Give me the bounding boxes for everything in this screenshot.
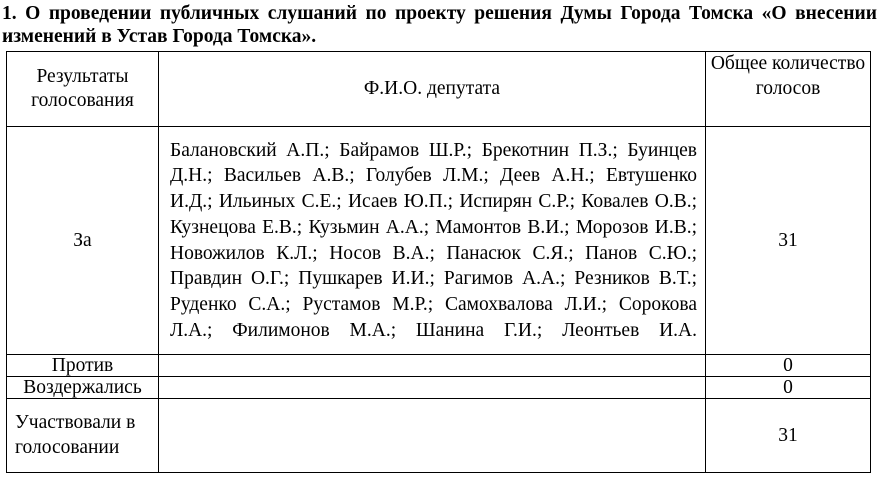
header-total-votes: Общее количество голосов: [706, 52, 871, 127]
table-row-against: [7, 355, 871, 377]
result-label-against: Против: [7, 355, 159, 377]
table-row-for: [7, 127, 871, 355]
table-row-abstained: [7, 377, 871, 399]
count-abstained: 0: [706, 377, 871, 399]
header-results: Результаты голосования: [7, 52, 159, 127]
table-row-participated: [7, 399, 871, 473]
count-against: 0: [706, 355, 871, 377]
result-label-abstained: Воздержались: [7, 377, 159, 399]
result-label-for: За: [7, 127, 159, 355]
deputies-abstained-list: [159, 377, 706, 399]
voting-results-table: [6, 51, 871, 473]
section-heading: 1. О проведении публичных слушаний по проекту решения Думы Города Томска «О внесении изменений в Устав Города Томска».: [2, 3, 877, 47]
count-participated: 31: [706, 399, 871, 473]
deputies-against-list: [159, 355, 706, 377]
result-label-participated: Участвовали в голосовании: [7, 399, 159, 473]
deputies-participated-list: [159, 399, 706, 473]
deputies-for-list: Балановский А.П.; Байрамов Ш.Р.; Брекотнин П.З.; Буинцев Д.Н.; Васильев А.В.; Голубев Л.М.; Деев А.Н.; Евтушенко И.Д.; Ильиных С.Е.; Исаев Ю.П.; Испирян С.Р.; Ковалев О.В.; Кузнецова Е.В.; Кузьмин А.А.; Мамонтов В.И.; Морозов И.В.; Новожилов К.Л.; Носов В.А.; Панасюк С.Я.; Панов С.Ю.; Правдин О.Г.; Пушкарев И.И.; Рагимов А.А.; Резников В.Т.; Руденко С.А.; Рустамов М.Р.; Самохвалова Л.И.; Сорокова Л.А.; Филимонов М.А.; Шанина Г.И.; Леонтьев И.А.: [159, 127, 706, 355]
table-header-row: [7, 52, 871, 127]
count-for: 31: [706, 127, 871, 355]
header-deputy-name: Ф.И.О. депутата: [159, 52, 706, 127]
